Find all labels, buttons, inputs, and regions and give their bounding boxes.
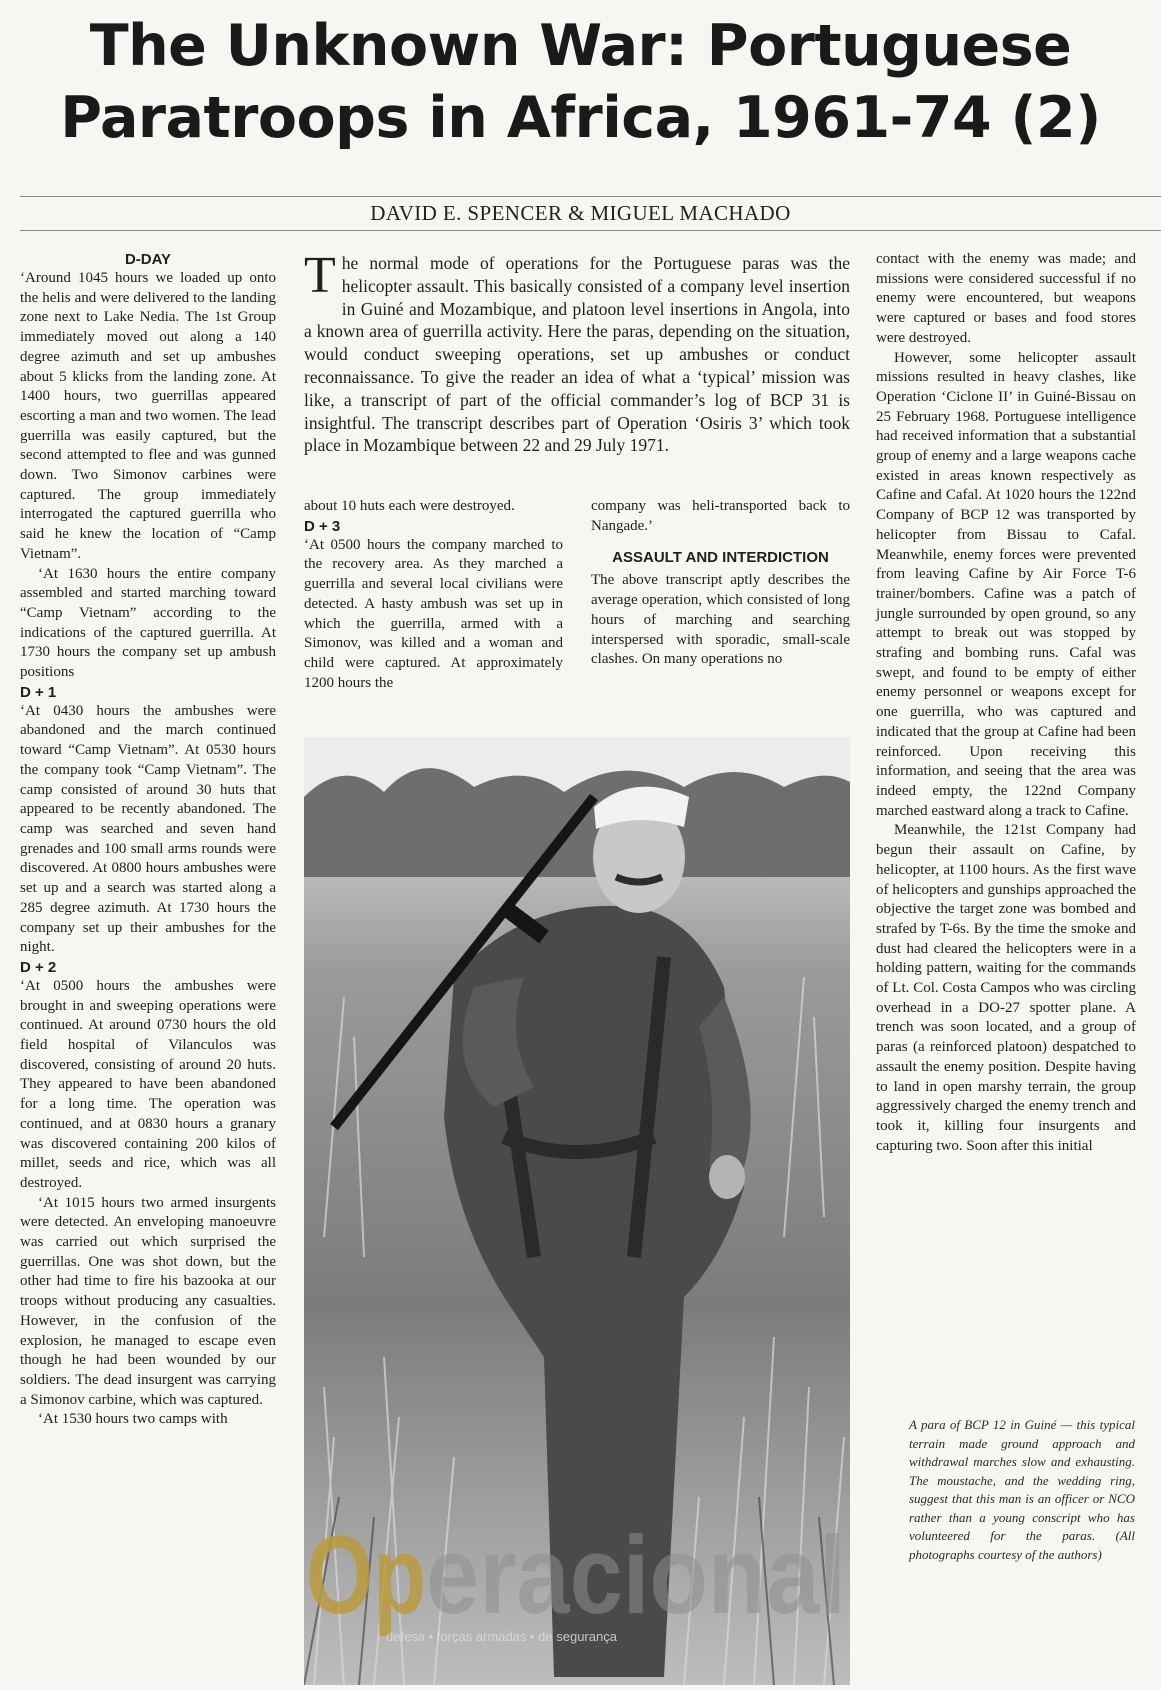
svg-text:defesa • forças armadas • de s: defesa • forças armadas • de segurança [386, 1629, 617, 1644]
column-4 [876, 250, 1136, 1156]
column-1 [20, 250, 276, 1430]
paragraph: ‘At 1630 hours the entire company assembled and started marching toward “Camp Vietnam” according to the indications of the captured guerrilla. At 1730 hours the company set up ambush positions [20, 565, 276, 681]
day-heading-d1: D + 1 [20, 683, 57, 701]
paragraph: about 10 huts each were destroyed. [304, 498, 515, 514]
paragraph: ‘Around 1045 hours we loaded up onto the helis and were delivered to the landing zone next to Lake Nedia. The 1st Group immediately moved out along a 140 degree azimuth and set up ambushes about 5 klicks from the landing zone. At 1400 hours, two guerrillas appeared escorting a man and two women. The lead guerrilla was easily captured, but the second attempted to flee and was gunned down. Two Simonov carbines were captured. The group immediately interrogated the captured guerrilla who said he knew the location of “Camp Vietnam”. [20, 270, 276, 562]
section-heading-d-day: D-DAY [124, 251, 172, 268]
paragraph: Meanwhile, the 121st Company had begun their assault on Cafine, by helicopter, at 1100 hours. As the first wave of helicopters and gunships approached the objective the target zone was bombed and strafed by T-6s. By the time the smoke and dust had cleared the helicopters were in a holding pattern, waiting for the commands of Lt. Col. Costa Campos who was circling overhead in a DO-27 spotter plane. A trench was soon located, and a group of paras (a reinforced platoon) despatched to assault the enemy position. Despite having to land in open marshy terrain, the group aggressively charged the enemy trench and took it, killing four insurgents and capturing two. Soon after this initial [876, 822, 1136, 1154]
column-2 [304, 497, 563, 693]
svg-text:eracional: eracional [426, 1528, 846, 1637]
byline: DAVID E. SPENCER & MIGUEL MACHADO [370, 201, 791, 225]
section-heading-assault: ASSAULT AND INTERDICTION [612, 549, 829, 567]
day-heading-d3: D + 3 [304, 517, 341, 535]
paragraph: The above transcript aptly describes the average operation, which consisted of long hours of marching and searching interspersed with sporadic, small-scale clashes. On many operations no [591, 572, 850, 668]
watermark-logo [296, 1528, 856, 1648]
paragraph: company was heli-transported back to Nangade.’ [591, 498, 850, 534]
header-rule-top [20, 196, 1161, 197]
header-rule-bottom [20, 230, 1161, 231]
operacional-watermark [296, 1528, 856, 1648]
paragraph: contact with the enemy was made; and missions were considered successful if no enemy were encountered, but weapons were captured or bases and food stores were destroyed. [876, 251, 1136, 346]
svg-text:Op: Op [306, 1528, 426, 1637]
drop-cap: T [304, 247, 336, 304]
paragraph: ‘At 0500 hours the company marched to the recovery area. As they marched a guerrilla and several local civilians were detected. A hasty ambush was set up in which the guerrilla, armed with a Simonov, was killed and a woman and child were captured. At approximately 1200 hours the [304, 536, 563, 691]
paragraph: ‘At 1015 hours two armed insurgents were detected. An enveloping manoeuvre was carried out which surprised the guerrillas. One was shot down, but the other had time to fire his bazooka at our troops without producing any casualties. However, in the confusion of the explosion, he managed to escape even though he had been wounded by our soldiers. The dead insurgent was carrying a Simonov carbine, which was captured. [20, 1194, 276, 1408]
paragraph: ‘At 0430 hours the ambushes were abandoned and the march continued toward “Camp Vietnam”. At 0530 hours the company took “Camp Vietnam”. The camp consisted of around 30 huts that appeared to be recently abandoned. The camp was searched and seven hand grenades and 100 small arms rounds were discovered. At 0800 hours ambushes were set up and a search was started along a 285 degree azimuth. At 1730 hours the company set up their ambushes for the night. [20, 702, 276, 956]
intro-text: he normal mode of operations for the Portuguese paras was the helicopter assault. This basically consisted of a company level insertion in Guiné and Mozambique, and platoon level insertions in Angola, into a known area of guerrilla activity. Here the paras, depending on the situation, would conduct sweeping operations, set up ambushes or conduct reconnaissance. To give the reader an idea of what a ‘typical’ mission was like, a transcript of part of the official commander’s log of BCP 31 is insightful. The transcript describes part of Operation ‘Osiris 3’ which took place in Mozambique between 22 and 29 July 1971. [304, 253, 850, 456]
paragraph: ‘At 1530 hours two camps with [38, 1411, 228, 1428]
column-3 [591, 497, 850, 670]
paragraph: However, some helicopter assault missions resulted in heavy clashes, like Operation ‘Ciclone II’ in Guiné-Bissau on 25 February 1968. Portuguese intelligence had received information that a substantial group of enemy and a large weapons cache existed in areas known respectively as Cafine and Cafal. At 1020 hours the 122nd Company of BCP 12 was transported by helicopter from Bissau to Cafal. Meanwhile, enemy forces were prevented from leaving Cafine by Air Force T-6 trainer/bombers. Cafine was a patch of jungle surrounded by open ground, so any attempt to break out was stopped by strafing and bombing runs. Cafal was swept, and found to be empty of either enemy personnel or weapons except for one guerrilla, who was captured and indicated that the group at Cafine had been reinforced. Upon receiving this information, and seeing that the area was indeed empty, the 122nd Company marched eastward along a track to Cafine. [876, 349, 1136, 819]
day-heading-d2: D + 2 [20, 958, 57, 976]
intro-paragraph [304, 247, 850, 457]
photo-caption: A para of BCP 12 in Guiné — this typical terrain made ground approach and withdrawal marches slow and exhausting. The moustache, and the wedding ring, suggest that this man is an officer or NCO rather than a young conscript who has volunteered for the paras. (All photographs courtesy of the authors) [909, 1417, 1135, 1562]
article-title: The Unknown War: Portuguese Paratroops in Africa, 1961-74 (2) [60, 13, 1101, 151]
paragraph: ‘At 0500 hours the ambushes were brought in and sweeping operations were continued. At around 0730 hours the old field hospital of Vilanculos was discovered, consisting of around 20 huts. They appeared to have been abandoned for a long time. The operation was continued, and at 0830 hours a granary was discovered containing 200 kilos of millet, seeds and rice, which was all destroyed. [20, 977, 276, 1191]
